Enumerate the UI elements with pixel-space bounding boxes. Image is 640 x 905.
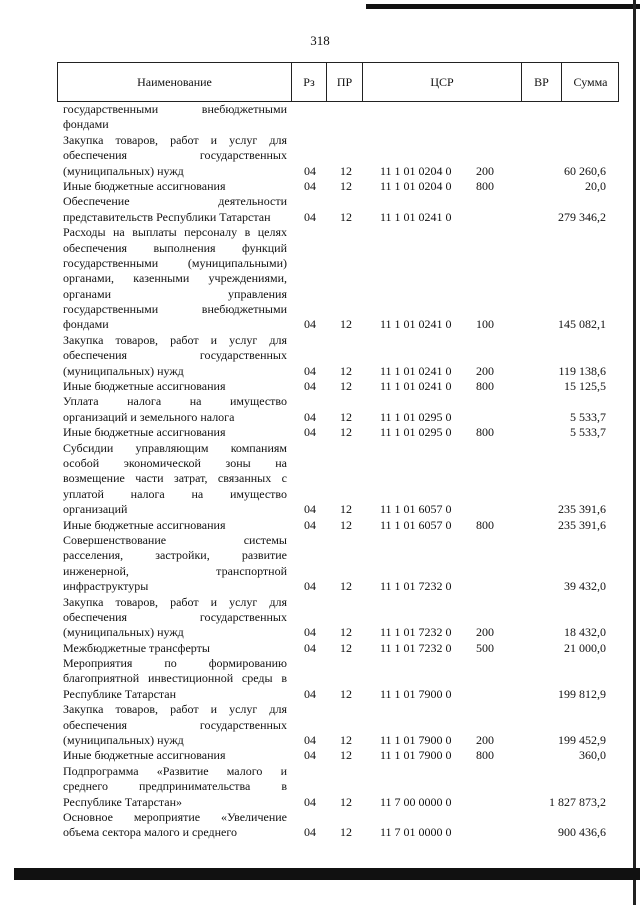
- row-name-line: Иные бюджетные ассигнования: [63, 379, 226, 394]
- row-rz: 04: [304, 794, 316, 809]
- row-sum: [504, 117, 606, 132]
- row-name-line: Закупка товаров, работ и услуг для: [63, 702, 287, 717]
- row-csr: 11 1 01 0241 0: [380, 379, 452, 394]
- row-rz: 04: [304, 748, 316, 763]
- table-row: [0, 102, 640, 133]
- row-sum: 5 533,7: [570, 409, 606, 424]
- table-row: [0, 133, 640, 179]
- row-csr: 11 1 01 7900 0: [380, 733, 452, 748]
- table-row: [0, 595, 640, 641]
- row-name-line: Закупка товаров, работ и услуг для: [63, 594, 287, 609]
- row-rz: 04: [304, 409, 316, 424]
- row-name: [63, 595, 287, 641]
- row-name-line: Иные бюджетные ассигнования: [63, 178, 226, 193]
- row-csr: 11 1 01 0295 0: [380, 409, 452, 424]
- header-rz: Рз: [292, 63, 327, 101]
- table-row: [0, 518, 640, 533]
- row-csr: 11 7 01 0000 0: [380, 825, 452, 840]
- row-name-line: возмещение части затрат, связанных с: [63, 471, 287, 486]
- row-rz: 04: [304, 686, 316, 701]
- row-csr: 11 1 01 0241 0: [380, 209, 452, 224]
- row-name: [63, 194, 287, 225]
- row-pr: 12: [340, 209, 352, 224]
- row-name: [63, 179, 287, 194]
- row-pr: 12: [340, 409, 352, 424]
- row-pr: 12: [340, 579, 352, 594]
- row-csr: 11 1 01 6057 0: [380, 517, 452, 532]
- row-rz: 04: [304, 517, 316, 532]
- row-name-line: благоприятной инвестиционной среды в: [63, 671, 287, 686]
- row-vr: 200: [476, 733, 494, 748]
- row-name-line: уплатой налога на имущество: [63, 486, 287, 501]
- row-csr: 11 1 01 0241 0: [380, 317, 452, 332]
- row-sum: 900 436,6: [558, 825, 606, 840]
- row-name-line: Закупка товаров, работ и услуг для: [63, 332, 287, 347]
- row-name-line: Подпрограмма «Развитие малого и: [63, 763, 287, 778]
- row-name: [63, 702, 287, 748]
- row-vr: 800: [476, 748, 494, 763]
- row-name-line: обеспечения государственных: [63, 348, 287, 363]
- row-sum: 199 452,9: [558, 733, 606, 748]
- row-name-line: расселения, застройки, развитие: [63, 548, 287, 563]
- row-name: [63, 656, 287, 702]
- table-row: [0, 225, 640, 333]
- row-csr: 11 1 01 7900 0: [380, 686, 452, 701]
- row-name-line: Межбюджетные трансферты: [63, 640, 210, 655]
- row-name-line: (муниципальных) нужд: [63, 363, 184, 378]
- row-rz: 04: [304, 825, 316, 840]
- table-row: [0, 441, 640, 518]
- row-rz: 04: [304, 209, 316, 224]
- row-pr: 12: [340, 317, 352, 332]
- row-vr: 200: [476, 625, 494, 640]
- table-row: [0, 810, 640, 841]
- row-rz: 04: [304, 625, 316, 640]
- row-name: [63, 225, 287, 333]
- row-name-line: Обеспечение деятельности: [63, 194, 287, 209]
- row-name-line: особой экономической зоны на: [63, 455, 287, 470]
- table-row: [0, 702, 640, 748]
- row-name-line: (муниципальных) нужд: [63, 733, 184, 748]
- row-rz: 04: [304, 733, 316, 748]
- row-name-line: органами управления: [63, 286, 287, 301]
- row-name-line: организаций и земельного налога: [63, 409, 235, 424]
- header-vr: ВР: [522, 63, 562, 101]
- row-name-line: органами, казенными учреждениями,: [63, 271, 287, 286]
- table-row: [0, 333, 640, 379]
- row-name: [63, 641, 287, 656]
- row-name-line: Субсидии управляющим компаниям: [63, 440, 287, 455]
- row-name-line: фондами: [63, 117, 109, 132]
- row-pr: 12: [340, 502, 352, 517]
- row-sum: 199 812,9: [558, 686, 606, 701]
- row-name: [63, 379, 287, 394]
- top-scan-border: [366, 4, 640, 9]
- row-sum: 60 260,6: [564, 163, 606, 178]
- row-name-line: обеспечения государственных: [63, 148, 287, 163]
- row-name-line: Совершенствование системы: [63, 532, 287, 547]
- row-csr: 11 1 01 7232 0: [380, 640, 452, 655]
- table-row: [0, 533, 640, 595]
- row-csr: 11 1 01 0204 0: [380, 178, 452, 193]
- bottom-scan-border: [14, 868, 640, 880]
- row-name-line: фондами: [63, 317, 109, 332]
- row-name-line: Уплата налога на имущество: [63, 394, 287, 409]
- row-name-line: государственными внебюджетными: [63, 102, 287, 116]
- row-pr: 12: [340, 178, 352, 193]
- row-rz: 04: [304, 178, 316, 193]
- row-vr: 800: [476, 178, 494, 193]
- row-name-line: обеспечения государственных: [63, 609, 287, 624]
- row-name-line: Иные бюджетные ассигнования: [63, 748, 226, 763]
- row-csr: 11 1 01 0241 0: [380, 363, 452, 378]
- row-name-line: Иные бюджетные ассигнования: [63, 517, 226, 532]
- row-rz: 04: [304, 379, 316, 394]
- table-row: [0, 748, 640, 763]
- row-sum: 21 000,0: [564, 640, 606, 655]
- row-pr: 12: [340, 363, 352, 378]
- row-pr: 12: [340, 748, 352, 763]
- table-row: [0, 394, 640, 425]
- row-csr: 11 1 01 7232 0: [380, 625, 452, 640]
- table-row: [0, 425, 640, 440]
- row-name: [63, 810, 287, 841]
- row-name: [63, 748, 287, 763]
- row-pr: 12: [340, 794, 352, 809]
- row-name-line: (муниципальных) нужд: [63, 163, 184, 178]
- table-body: [0, 102, 640, 841]
- row-vr: 800: [476, 517, 494, 532]
- row-pr: 12: [340, 379, 352, 394]
- row-sum: 279 346,2: [558, 209, 606, 224]
- row-sum: 1 827 873,2: [549, 794, 606, 809]
- row-name: [63, 533, 287, 595]
- row-name-line: представительств Республики Татарстан: [63, 209, 271, 224]
- row-name-line: Республике Татарстан: [63, 686, 177, 701]
- row-sum: 119 138,6: [558, 363, 606, 378]
- row-sum: 235 391,6: [558, 502, 606, 517]
- row-vr: 200: [476, 363, 494, 378]
- row-csr: 11 1 01 7900 0: [380, 748, 452, 763]
- row-name-line: государственными внебюджетными: [63, 302, 287, 317]
- table-row: [0, 194, 640, 225]
- row-rz: 04: [304, 317, 316, 332]
- row-name-line: Закупка товаров, работ и услуг для: [63, 132, 287, 147]
- row-sum: 235 391,6: [558, 517, 606, 532]
- row-name: [63, 764, 287, 810]
- row-name-line: Республике Татарстан»: [63, 794, 183, 809]
- row-pr: 12: [340, 163, 352, 178]
- row-name-line: государственными (муниципальными): [63, 255, 287, 270]
- header-sum: Сумма: [573, 75, 608, 89]
- row-name-line: обеспечения государственных: [63, 717, 287, 732]
- row-name-line: Иные бюджетные ассигнования: [63, 425, 226, 440]
- row-name-line: Мероприятия по формированию: [63, 656, 287, 671]
- row-name-line: инфраструктуры: [63, 579, 149, 594]
- row-pr: 12: [340, 686, 352, 701]
- page-number: 318: [310, 33, 330, 48]
- row-rz: 04: [304, 640, 316, 655]
- row-csr: 11 7 00 0000 0: [380, 794, 452, 809]
- row-vr: 200: [476, 163, 494, 178]
- row-csr: 11 1 01 6057 0: [380, 502, 452, 517]
- row-rz: 04: [304, 502, 316, 517]
- row-name-line: Расходы на выплаты персоналу в целях: [63, 225, 287, 240]
- row-name-line: Основное мероприятие «Увеличение: [63, 809, 287, 824]
- header-name: Наименование: [58, 63, 292, 101]
- table-row: [0, 764, 640, 810]
- row-pr: 12: [340, 733, 352, 748]
- row-name: [63, 425, 287, 440]
- row-name: [63, 333, 287, 379]
- row-rz: 04: [304, 363, 316, 378]
- row-pr: 12: [340, 825, 352, 840]
- row-vr: 100: [476, 317, 494, 332]
- row-sum: 20,0: [585, 178, 606, 193]
- table-row: [0, 656, 640, 702]
- row-name: [63, 394, 287, 425]
- row-pr: 12: [340, 425, 352, 440]
- row-name: [63, 518, 287, 533]
- row-pr: 12: [340, 640, 352, 655]
- row-name-line: организаций: [63, 502, 128, 517]
- row-name: [63, 441, 287, 518]
- row-pr: 12: [340, 517, 352, 532]
- header-csr: ЦСР: [363, 63, 522, 101]
- row-vr: 800: [476, 379, 494, 394]
- row-name: [63, 102, 287, 133]
- row-rz: 04: [304, 425, 316, 440]
- table-row: [0, 641, 640, 656]
- row-vr: 500: [476, 640, 494, 655]
- table-row: [0, 179, 640, 194]
- row-sum: 15 125,5: [564, 379, 606, 394]
- row-rz: 04: [304, 163, 316, 178]
- row-csr: 11 1 01 7232 0: [380, 579, 452, 594]
- row-rz: 04: [304, 579, 316, 594]
- row-sum: 39 432,0: [564, 579, 606, 594]
- row-csr: 11 1 01 0295 0: [380, 425, 452, 440]
- row-name: [63, 133, 287, 179]
- row-name-line: (муниципальных) нужд: [63, 625, 184, 640]
- table-row: [0, 379, 640, 394]
- row-name-line: объема сектора малого и среднего: [63, 825, 238, 840]
- row-sum: 145 082,1: [558, 317, 606, 332]
- row-name-line: среднего предпринимательства в: [63, 779, 287, 794]
- row-name-line: инженерной, транспортной: [63, 563, 287, 578]
- row-sum: 360,0: [579, 748, 606, 763]
- row-name-line: обеспечения выполнения функций: [63, 240, 287, 255]
- table-header: [57, 62, 619, 102]
- row-pr: 12: [340, 625, 352, 640]
- row-sum: 18 432,0: [564, 625, 606, 640]
- header-pr: ПР: [327, 63, 363, 101]
- row-sum: 5 533,7: [570, 425, 606, 440]
- row-vr: 800: [476, 425, 494, 440]
- row-csr: 11 1 01 0204 0: [380, 163, 452, 178]
